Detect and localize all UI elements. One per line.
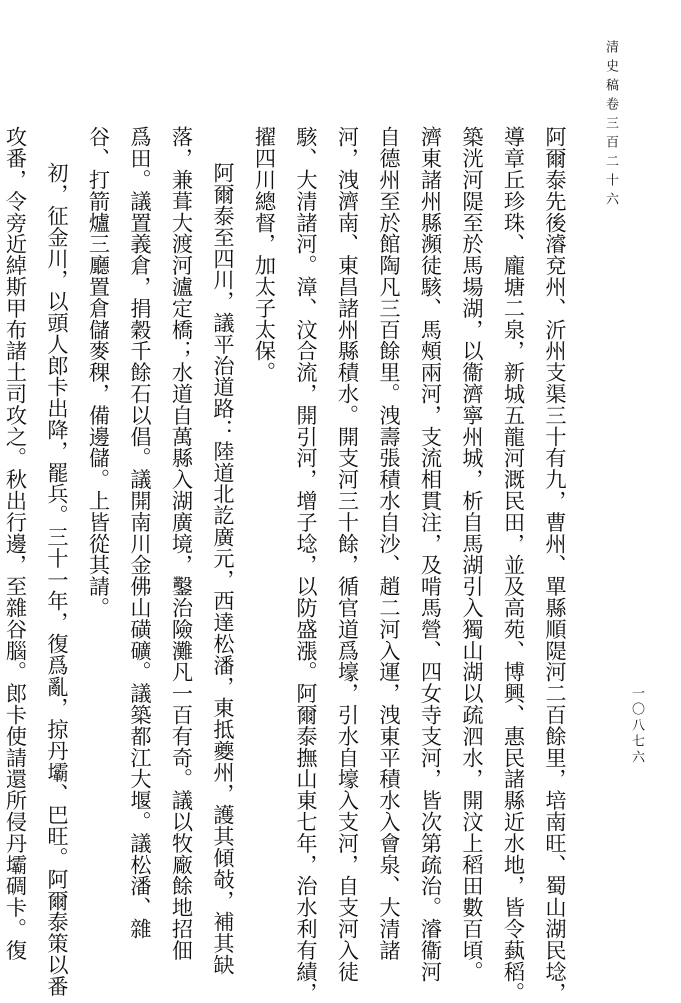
text-column: 擢四川總督，加太子太保。 (252, 126, 278, 383)
text-column-paragraph-start: 阿爾泰至四川，議平治道路：陸道北訖廣元，西達松潘，東抵夔州，護其傾敧，補其缺 (211, 162, 236, 976)
text-column: 阿爾泰先後濬兗州、沂州支渠三十有九，曹州、單縣順隄河二百餘里，培南旺、蜀山湖民埝， (543, 126, 568, 1003)
text-column: 谷、打箭爐三廳置倉儲麥稞，備邊儲。上皆從其請。 (86, 126, 112, 619)
text-column: 導章丘珍珠、龐塘二泉，新城五龍河溉民田，並及高苑、博興、惠民諸縣近水地，皆令蓺稻。 (501, 126, 527, 1003)
text-column: 濟東諸州縣瀕徒駭、馬頰兩河，支流相貫注，及啃馬營、四女寺支河，皆次第疏治。濬衞河 (418, 126, 444, 982)
text-column: 築洸河隄至於馬場湖，以衞濟寧州城，析自馬湖引入獨山湖以疏泗水，開汶上稻田數百頃。 (460, 126, 485, 982)
page-number: 一〇八七六 (629, 686, 644, 766)
text-column: 攻番，令旁近綽斯甲布諸土司攻之。秋出行邊，至雜谷腦。郎卡使請還所侵丹壩碉卡。復 (3, 126, 29, 961)
main-text-block (3, 126, 576, 1003)
text-column-paragraph-start: 初，征金川，以頭人郎卡出降，罷兵。三十一年，復爲亂，掠丹壩、巴旺。阿爾泰策以番 (45, 162, 70, 997)
text-column: 自德州至於館陶凡三百餘里。洩壽張積水自沙、趙二河入運，洩東平積水入會泉、大清諸 (377, 126, 402, 961)
text-column: 河，洩濟南、東昌諸州縣積水。開支河三十餘，循官道爲壕，引水自壕入支河，自支河入徒 (335, 126, 361, 982)
text-column: 落，兼葺大渡河瀘定橋；水道自萬縣入湖廣境，鑿治險灘凡一百有奇。議以牧廠餘地招佃 (169, 126, 195, 961)
text-column: 爲田。議置義倉，捐穀千餘石以倡。議開南川金佛山磺礦。議築都江大堰。議松潘、雜 (128, 126, 153, 940)
running-header-title: 清史稿卷三百二十六 (603, 40, 618, 211)
text-column: 駭、大清諸河。漳、汶合流，開引河，增子埝，以防盛漲。阿爾泰撫山東七年，治水利有績， (294, 126, 319, 1003)
